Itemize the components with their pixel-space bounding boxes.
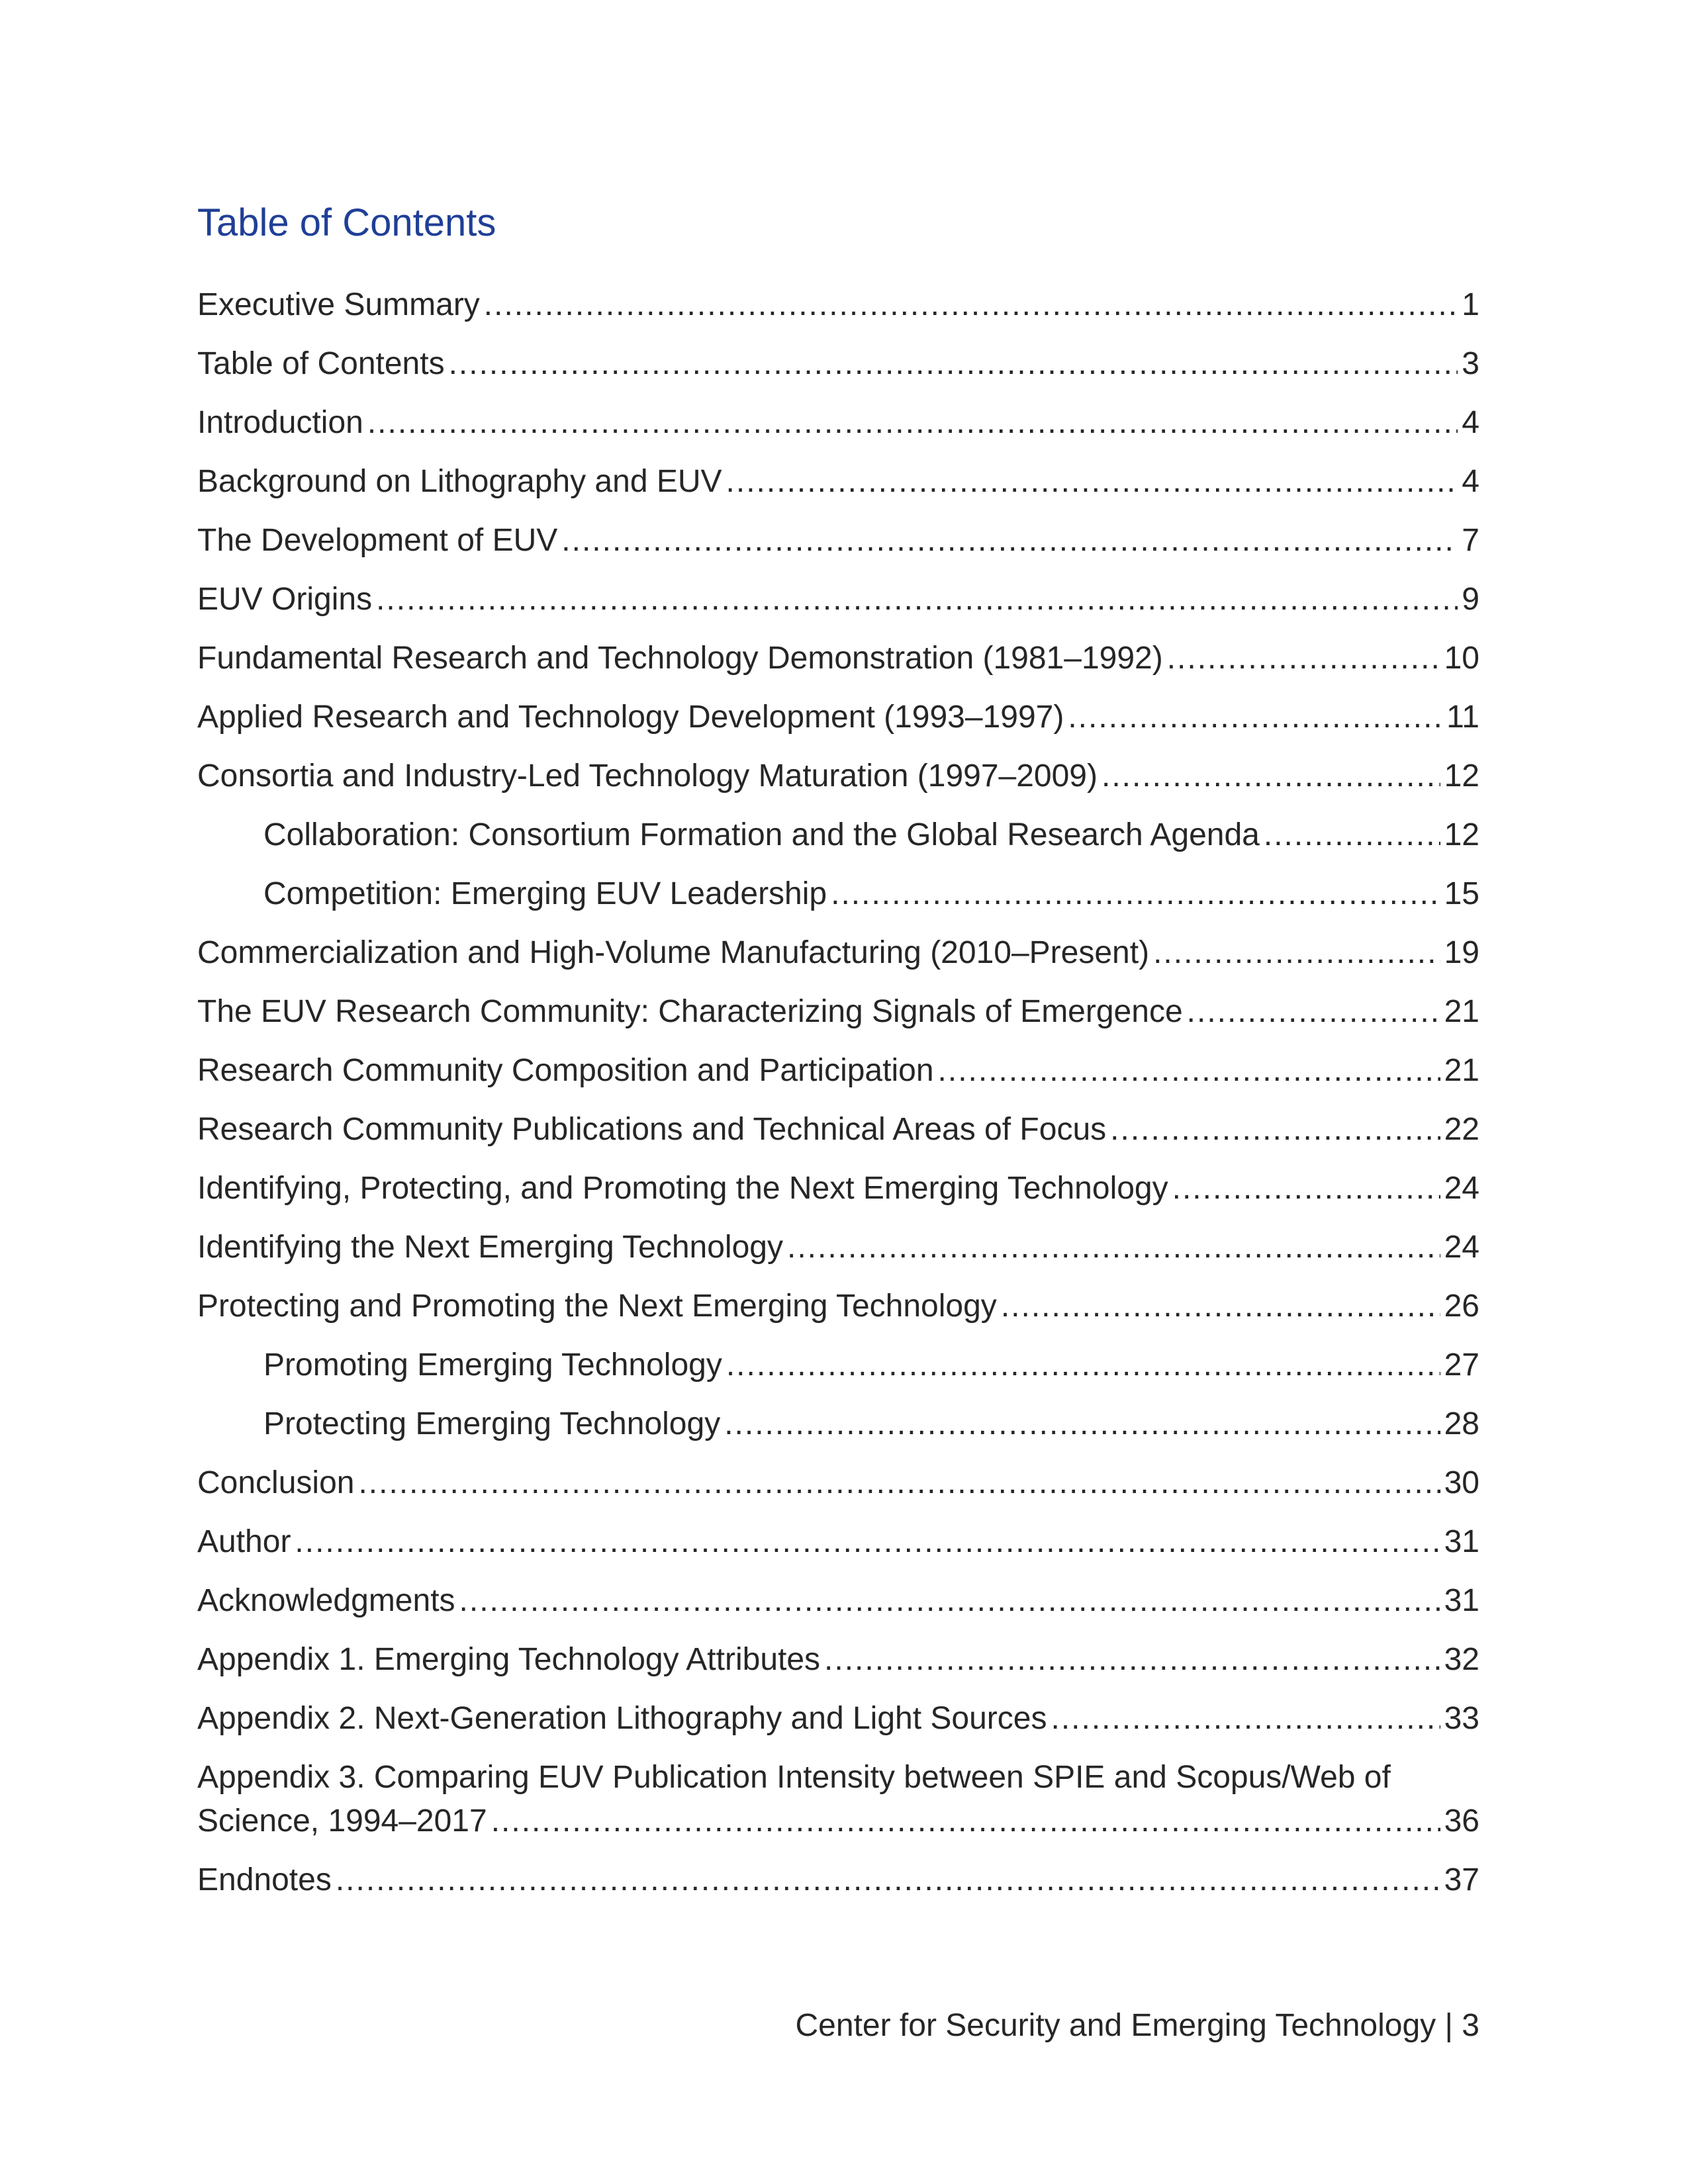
toc-entry-label: Author — [197, 1524, 291, 1559]
toc-entry-label: Conclusion — [197, 1465, 355, 1500]
toc-dot-leader — [1102, 754, 1440, 798]
toc-entry-identifying-protecting-promoting[interactable] — [197, 1167, 1479, 1226]
toc-entry-conclusion[interactable] — [197, 1461, 1479, 1520]
toc-dot-leader — [1187, 990, 1440, 1034]
toc-entry-label: Background on Lithography and EUV — [197, 464, 722, 499]
toc-entry-label: Table of Contents — [197, 346, 445, 381]
toc-entry-development-of-euv[interactable] — [197, 519, 1479, 578]
toc-entry-acknowledgments[interactable] — [197, 1579, 1479, 1638]
toc-dot-leader — [1153, 931, 1440, 975]
toc-entry-introduction[interactable] — [197, 401, 1479, 460]
toc-entry-page: 10 — [1444, 641, 1479, 676]
toc-entry-page: 24 — [1444, 1171, 1479, 1206]
toc-entry-page: 32 — [1444, 1642, 1479, 1677]
toc-dot-leader — [491, 1799, 1440, 1843]
toc-entry-appendix-2[interactable] — [197, 1697, 1479, 1756]
toc-entry-label: Commercialization and High-Volume Manufacturing (2010–Present) — [197, 935, 1150, 970]
toc-dot-leader — [1167, 637, 1440, 680]
toc-entry-page: 26 — [1444, 1289, 1479, 1324]
toc-entry-label: Research Community Publications and Technical Areas of Focus — [197, 1112, 1107, 1147]
toc-entry-page: 4 — [1462, 464, 1479, 499]
toc-entry-protecting[interactable] — [197, 1402, 1479, 1461]
toc-entry-page: 24 — [1444, 1230, 1479, 1265]
toc-dot-leader — [1110, 1108, 1440, 1152]
toc-entry-background[interactable] — [197, 460, 1479, 519]
toc-entry-page: 27 — [1444, 1347, 1479, 1383]
toc-entry-line2 — [197, 1799, 1479, 1843]
toc-entry-label: Fundamental Research and Technology Demonstration (1981–1992) — [197, 641, 1163, 676]
toc-entry-page: 31 — [1444, 1524, 1479, 1559]
toc-entry-label: Identifying, Protecting, and Promoting the Next Emerging Technology — [197, 1171, 1168, 1206]
toc-dot-leader — [726, 1343, 1440, 1387]
toc-entry-applied-research[interactable] — [197, 696, 1479, 754]
toc-entry-identifying-next[interactable] — [197, 1226, 1479, 1285]
toc-entry-endnotes[interactable] — [197, 1858, 1479, 1917]
toc-dot-leader — [561, 519, 1458, 563]
toc-dot-leader — [787, 1226, 1440, 1269]
toc-entry-label: Appendix 1. Emerging Technology Attributes — [197, 1642, 821, 1677]
toc-dot-leader — [459, 1579, 1440, 1623]
toc-dot-leader — [295, 1520, 1440, 1564]
toc-entry-page: 7 — [1462, 523, 1479, 558]
toc-dot-leader — [449, 342, 1458, 386]
toc-entry-fundamental-research[interactable] — [197, 637, 1479, 696]
toc-dot-leader — [938, 1049, 1440, 1093]
toc-entry-label: EUV Origins — [197, 582, 373, 617]
toc-entry-page: 15 — [1444, 876, 1479, 911]
toc-dot-leader — [358, 1461, 1440, 1505]
toc-entry-consortia[interactable] — [197, 754, 1479, 813]
toc-entry-protecting-promoting-next[interactable] — [197, 1285, 1479, 1343]
toc-entry-page: 12 — [1444, 817, 1479, 852]
toc-entry-label: Promoting Emerging Technology — [263, 1347, 722, 1383]
toc-entry-page: 11 — [1446, 700, 1479, 735]
toc-entry-appendix-1[interactable] — [197, 1638, 1479, 1697]
toc-title: Table of Contents — [197, 201, 496, 244]
toc-entry-commercialization[interactable] — [197, 931, 1479, 990]
toc-entry-research-community[interactable] — [197, 990, 1479, 1049]
toc-entry-label: Introduction — [197, 405, 363, 440]
toc-entry-page: 37 — [1444, 1862, 1479, 1897]
toc-entry-page: 12 — [1444, 758, 1479, 794]
toc-entry-table-of-contents[interactable] — [197, 342, 1479, 401]
toc-dot-leader — [367, 401, 1458, 445]
toc-entry-page: 36 — [1444, 1803, 1479, 1839]
toc-entry-competition[interactable] — [197, 872, 1479, 931]
toc-dot-leader — [1051, 1697, 1440, 1741]
toc-dot-leader — [1264, 813, 1440, 857]
toc-entry-collaboration[interactable] — [197, 813, 1479, 872]
toc-entry-label: Applied Research and Technology Development (1993–1997) — [197, 700, 1064, 735]
toc-entry-author[interactable] — [197, 1520, 1479, 1579]
toc-entry-label: The Development of EUV — [197, 523, 558, 558]
toc-dot-leader — [376, 578, 1458, 621]
toc-entry-page: 31 — [1444, 1583, 1479, 1618]
toc-entry-euv-origins[interactable] — [197, 578, 1479, 637]
toc-entry-page: 33 — [1444, 1701, 1479, 1736]
toc-dot-leader — [1001, 1285, 1440, 1328]
toc-entry-page: 28 — [1444, 1406, 1479, 1441]
toc-entry-page: 4 — [1462, 405, 1479, 440]
toc-dot-leader — [831, 872, 1440, 916]
toc-entry-community-composition[interactable] — [197, 1049, 1479, 1108]
toc-list — [197, 283, 1479, 1917]
toc-entry-label: Appendix 2. Next-Generation Lithography and Light Sources — [197, 1701, 1047, 1736]
toc-dot-leader — [1172, 1167, 1440, 1210]
toc-entry-label-line2: Science, 1994–2017 — [197, 1803, 487, 1839]
toc-dot-leader — [336, 1858, 1440, 1902]
toc-entry-page: 1 — [1462, 287, 1479, 322]
toc-entry-label: Protecting Emerging Technology — [263, 1406, 721, 1441]
toc-entry-page: 30 — [1444, 1465, 1479, 1500]
toc-entry-community-publications[interactable] — [197, 1108, 1479, 1167]
toc-entry-label: Protecting and Promoting the Next Emerging Technology — [197, 1289, 997, 1324]
toc-entry-label: Acknowledgments — [197, 1583, 455, 1618]
toc-entry-page: 21 — [1444, 994, 1479, 1029]
toc-entry-label: Competition: Emerging EUV Leadership — [263, 876, 827, 911]
toc-dot-leader — [726, 460, 1458, 504]
toc-entry-label: Research Community Composition and Participation — [197, 1053, 934, 1088]
toc-entry-promoting[interactable] — [197, 1343, 1479, 1402]
toc-entry-label-line1: Appendix 3. Comparing EUV Publication Intensity between SPIE and Scopus/Web of — [197, 1760, 1391, 1795]
toc-entry-label: Collaboration: Consortium Formation and the Global Research Agenda — [263, 817, 1260, 852]
toc-entry-page: 3 — [1462, 346, 1479, 381]
toc-entry-executive-summary[interactable] — [197, 283, 1479, 342]
toc-dot-leader — [724, 1402, 1440, 1446]
toc-entry-page: 19 — [1444, 935, 1479, 970]
toc-dot-leader — [484, 283, 1458, 327]
toc-entry-appendix-3[interactable] — [197, 1756, 1479, 1858]
toc-entry-label: The EUV Research Community: Characterizing Signals of Emergence — [197, 994, 1183, 1029]
toc-entry-page: 21 — [1444, 1053, 1479, 1088]
toc-dot-leader — [1068, 696, 1442, 739]
toc-entry-page: 22 — [1444, 1112, 1479, 1147]
toc-entry-label: Executive Summary — [197, 287, 480, 322]
toc-entry-label: Identifying the Next Emerging Technology — [197, 1230, 783, 1265]
toc-entry-label: Endnotes — [197, 1862, 332, 1897]
toc-entry-page: 9 — [1462, 582, 1479, 617]
toc-entry-label: Consortia and Industry-Led Technology Maturation (1997–2009) — [197, 758, 1098, 794]
toc-dot-leader — [824, 1638, 1440, 1682]
page-footer: Center for Security and Emerging Technology | 3 — [795, 2008, 1479, 2043]
